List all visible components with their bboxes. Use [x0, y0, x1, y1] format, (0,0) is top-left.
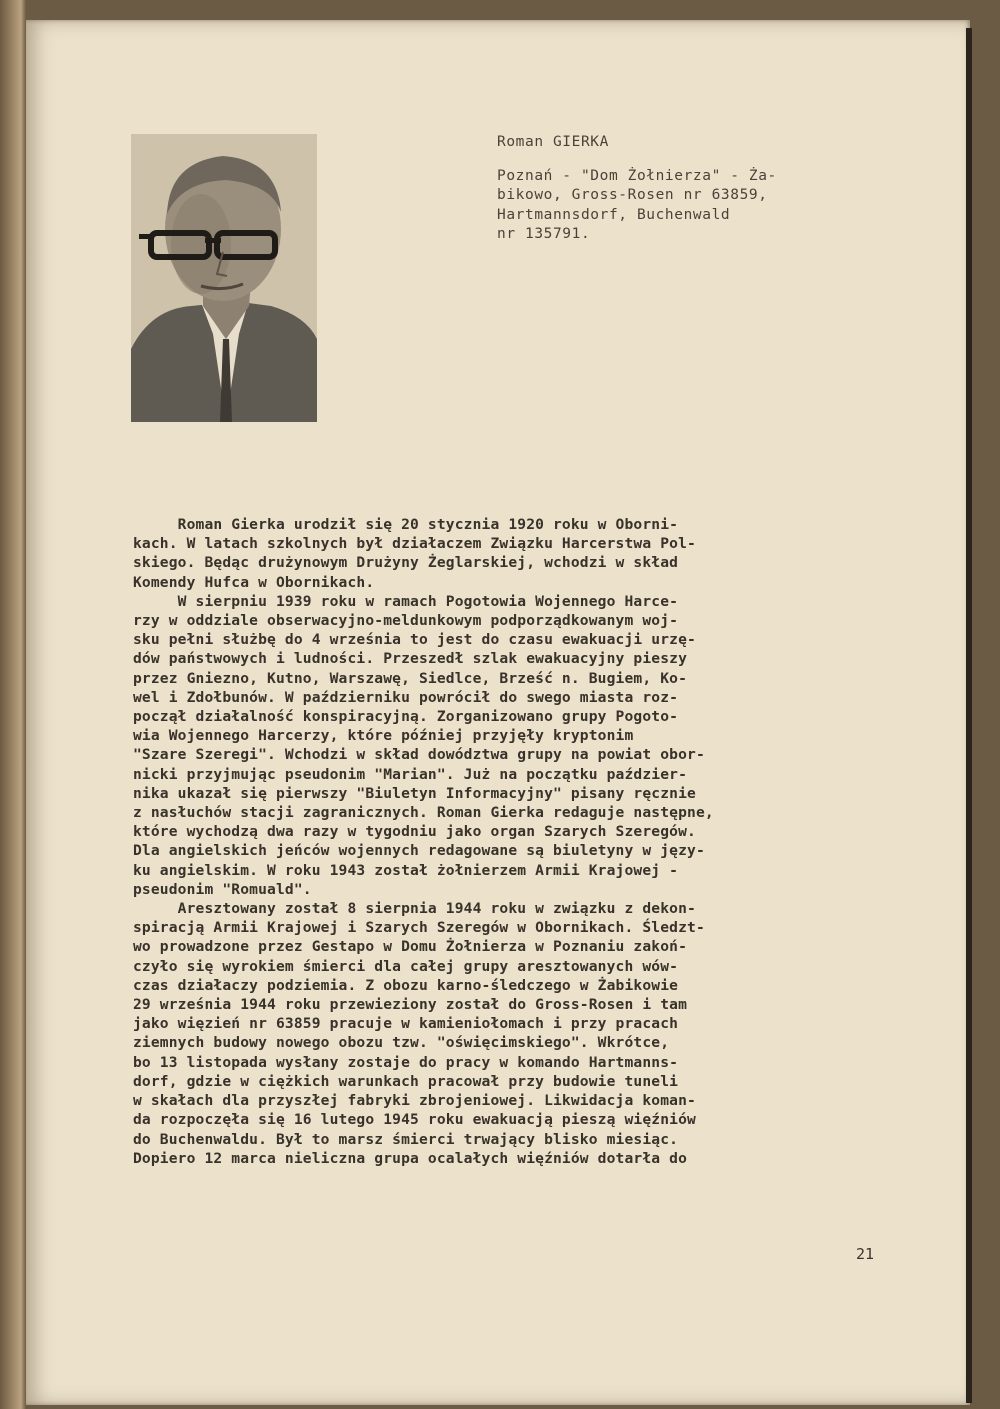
text-line: począł działalność konspiracyjną. Zorganizowano grupy Pogoto-: [133, 708, 679, 726]
text-line: dorf, gdzie w ciężkich warunkach pracował przy budowie tuneli: [133, 1072, 679, 1090]
text-line: jako więzień nr 63859 pracuje w kamieniołomach i przy pracach: [133, 1015, 679, 1033]
text-line: czas działaczy podziemia. Z obozu karno-śledczego w Żabikowie: [133, 976, 679, 994]
text-line: czyło się wyrokiem śmierci dla całej grupy aresztowanych wów-: [133, 957, 679, 975]
imprisonment-locations: [497, 167, 877, 245]
text-line: do Buchenwaldu. Był to marsz śmierci trwający blisko miesiąc.: [133, 1130, 679, 1148]
text-line: z nasłuchów stacji zagranicznych. Roman Gierka redaguje następne,: [133, 804, 714, 822]
text-line: bo 13 listopada wysłany zostaje do pracy w komando Hartmanns-: [133, 1053, 679, 1071]
text-line: sku pełni służbę do 4 września to jest do czasu ewakuacji urzę-: [133, 631, 696, 649]
text-line: przez Gniezno, Kutno, Warszawę, Siedlce, Brześć n. Bugiem, Ko-: [133, 669, 688, 687]
text-line: da rozpoczęła się 16 lutego 1945 roku ewakuacją pieszą więźniów: [133, 1111, 696, 1129]
page-number: 21: [856, 1245, 875, 1263]
text-line: ku angielskim. W roku 1943 został żołnierzem Armii Krajowej -: [133, 861, 679, 879]
right-page-edge: [966, 28, 972, 1403]
portrait-photo: [131, 134, 317, 422]
text-line: W sierpniu 1939 roku w ramach Pogotowia Wojennego Harce-: [133, 592, 679, 610]
text-line: wia Wojennego Harcerzy, które później przyjęły kryptonim: [133, 727, 634, 745]
location-line: bikowo, Gross-Rosen nr 63859,: [497, 187, 768, 203]
text-line: wel i Zdołbunów. W październiku powrócił do swego miasta roz-: [133, 688, 679, 706]
text-line: skiego. Będąc drużynowym Drużyny Żeglarskiej, wchodzi w skład: [133, 554, 679, 572]
text-line: które wychodzą dwa razy w tygodniu jako organ Szarych Szeregów.: [133, 823, 696, 841]
text-line: rzy w oddziale obserwacyjno-meldunkowym podporządkowanym woj-: [133, 612, 679, 630]
left-page-edge: [0, 0, 26, 1409]
text-line: spiracją Armii Krajowej i Szarych Szeregów w Obornikach. Śledzt-: [133, 919, 705, 937]
text-line: pseudonim "Romuald".: [133, 880, 312, 898]
text-line: kach. W latach szkolnych był działaczem Związku Harcerstwa Pol-: [133, 535, 696, 553]
location-line: Poznań - "Dom Żołnierza" - Ża-: [497, 167, 777, 184]
biography-text: [133, 515, 923, 1168]
text-line: w skałach dla przyszłej fabryki zbrojeniowej. Likwidacja koman-: [133, 1092, 696, 1110]
text-line: dów państwowych i ludności. Przeszedł szlak ewakuacyjny pieszy: [133, 650, 688, 668]
text-line: Roman Gierka urodził się 20 stycznia 1920 roku w Oborni-: [133, 516, 679, 533]
author-header: [497, 133, 877, 245]
text-line: Aresztowany został 8 sierpnia 1944 roku w związku z dekon-: [133, 900, 696, 918]
location-line: Hartmannsdorf, Buchenwald: [497, 206, 731, 223]
text-line: nika ukazał się pierwszy "Biuletyn Informacyjny" pisany ręcznie: [133, 784, 696, 802]
text-line: "Szare Szeregi". Wchodzi w skład dowództwa grupy na powiat obor-: [133, 746, 705, 764]
author-name: Roman GIERKA: [497, 134, 609, 150]
text-line: 29 września 1944 roku przewieziony został do Gross-Rosen i tam: [133, 996, 688, 1014]
text-line: nicki przyjmując pseudonim "Marian". Już na początku paździer-: [133, 765, 688, 783]
text-line: Dopiero 12 marca nieliczna grupa ocalałych więźniów dotarła do: [133, 1149, 688, 1167]
text-line: Komendy Hufca w Obornikach.: [133, 573, 375, 591]
text-line: Dla angielskich jeńców wojennych redagowane są biuletyny w języ-: [133, 842, 705, 860]
text-line: wo prowadzone przez Gestapo w Domu Żołnierza w Poznaniu zakoń-: [133, 938, 688, 956]
location-line: nr 135791.: [497, 226, 591, 242]
text-line: ziemnych budowy nowego obozu tzw. "oświęcimskiego". Wkrótce,: [133, 1034, 670, 1052]
